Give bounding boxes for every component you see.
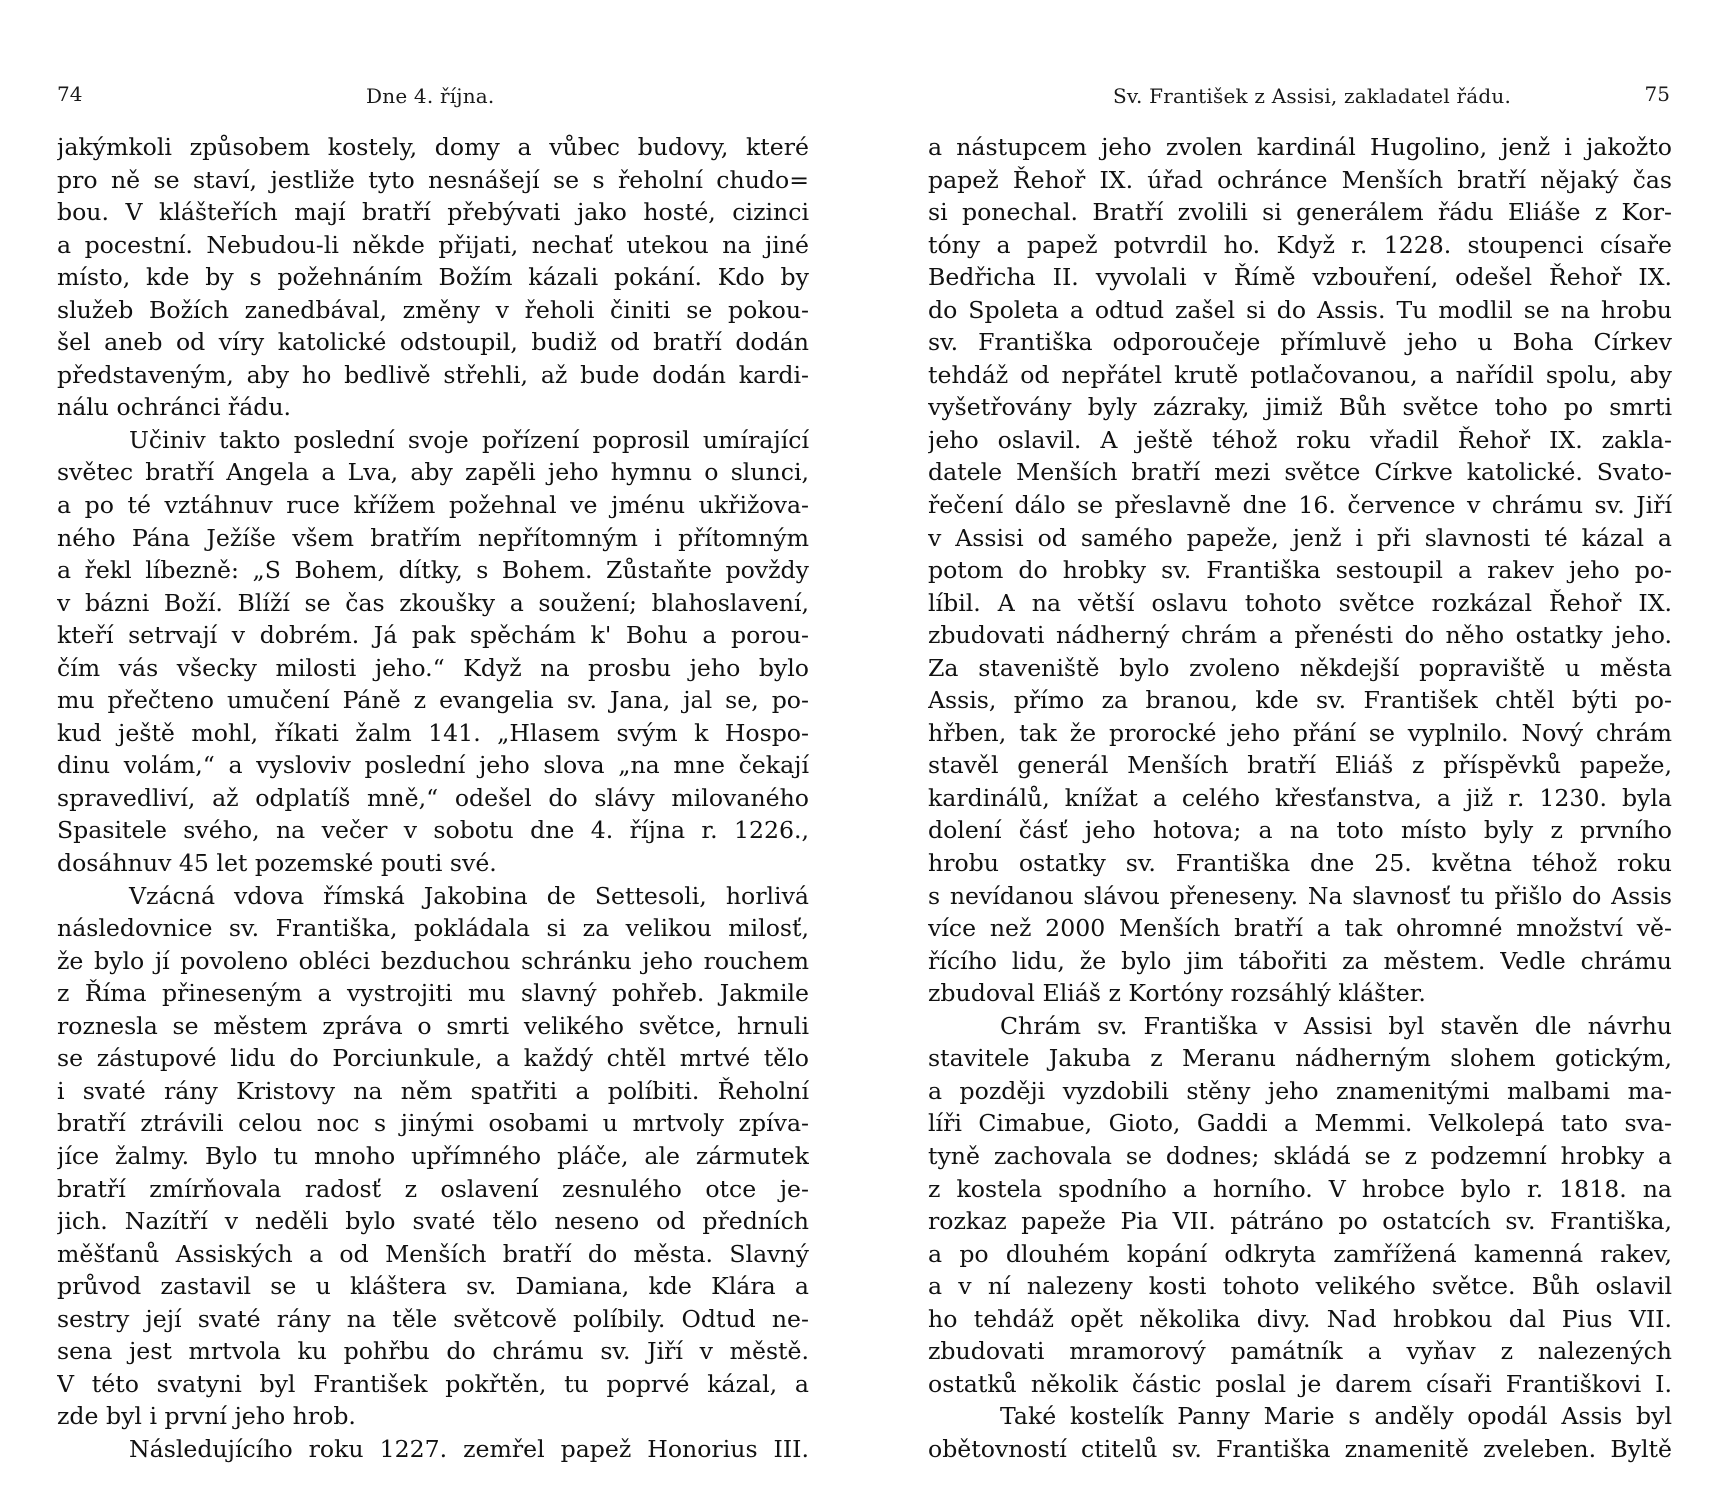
text-line: a pocestní. Nebudou-li někde přijati, nechať utekou na jiné: [57, 230, 809, 259]
text-line: a později vyzdobili stěny jeho znamenitými malbami ma-: [928, 1076, 1672, 1105]
text-line: řícího lidu, že bylo jim tábořiti za městem. Vedle chrámu: [928, 946, 1672, 975]
text-line: Chrám sv. Františka v Assisi byl stavěn dle návrhu: [1000, 1011, 1672, 1040]
text-line: stavěl generál Menších bratří Eliáš z příspěvků papeže,: [928, 751, 1672, 780]
text-line: že bylo jí povoleno obléci bezduchou schránku jeho rouchem: [57, 946, 809, 975]
text-line: obětovností ctitelů sv. Františka znamenitě zveleben. Byltě: [928, 1434, 1672, 1463]
text-line: zbudoval Eliáš z Kortóny rozsáhlý klášter.: [928, 979, 1426, 1008]
text-line: čím vás všecky milosti jeho.“ Když na prosbu jeho bylo: [57, 653, 809, 682]
text-line: a po té vztáhnuv ruce křížem požehnal ve jménu ukřižova-: [57, 491, 809, 520]
text-line: do Spoleta a odtud zašel si do Assis. Tu modlil se na hrobu: [928, 295, 1672, 324]
body-text: [928, 131, 1672, 1465]
text-line: i svaté rány Kristovy na něm spatřiti a políbiti. Řeholní: [57, 1076, 809, 1105]
text-line: průvod zastavil se u kláštera sv. Damiana, kde Klára a: [57, 1272, 809, 1301]
text-line: sena jest mrtvola ku pohřbu do chrámu sv. Jiří v městě.: [57, 1337, 809, 1366]
text-line: líři Cimabue, Gioto, Gaddi a Memmi. Velkolepá tato sva-: [928, 1109, 1672, 1138]
text-line: kardinálů, knížat a celého křesťanstva, a již r. 1230. byla: [928, 783, 1672, 812]
text-line: si ponechal. Bratří zvolili si generálem řádu Eliáše z Kor-: [928, 198, 1672, 227]
text-line: světec bratří Angela a Lva, aby zapěli jeho hymnu o slunci,: [57, 458, 809, 487]
text-line: bratří zmírňovala radosť z oslavení zesnulého otce je-: [57, 1174, 809, 1203]
text-line: s nevídanou slávou přeneseny. Na slavnosť tu přišlo do Assis: [928, 881, 1672, 910]
text-line: a řekl líbezně: „S Bohem, dítky, s Bohem. Zůstaňte povždy: [57, 556, 809, 585]
text-line: Učiniv takto poslední svoje pořízení poprosil umírající: [129, 425, 809, 454]
text-line: mu přečteno umučení Páně z evangelia sv. Jana, jal se, po-: [57, 686, 809, 715]
text-line: nálu ochránci řádu.: [57, 393, 292, 422]
text-line: měšťanů Assiských a od Menších bratří do města. Slavný: [57, 1239, 809, 1268]
text-line: líbil. A na větší oslavu tohoto světce rozkázal Řehoř IX.: [928, 588, 1672, 617]
text-line: a po dlouhém kopání odkryta zamřížená kamenná rakev,: [928, 1239, 1672, 1268]
text-line: v bázni Boží. Blíží se čas zkoušky a soužení; blahoslavení,: [57, 588, 809, 617]
text-line: hřben, tak že prorocké jeho přání se vyplnilo. Nový chrám: [928, 718, 1672, 747]
text-line: služeb Božích zanedbával, změny v řeholi činiti se pokou-: [57, 295, 809, 324]
text-line: dosáhnuv 45 let pozemské pouti své.: [57, 849, 497, 878]
text-line: hrobu ostatky sv. Františka dne 25. května téhož roku: [928, 849, 1672, 878]
text-line: kud ještě mohl, říkati žalm 141. „Hlasem svým k Hospo-: [57, 718, 809, 747]
text-line: vyšetřovány byly zázraky, jimiž Bůh světce toho po smrti: [928, 393, 1672, 422]
running-head: Sv. František z Assisi, zakladatel řádu.: [1113, 84, 1512, 108]
text-line: šel aneb od víry katolické odstoupil, budiž od bratří dodán: [57, 328, 809, 357]
text-line: zbudovati mramorový památník a vyňav z nalezených: [928, 1337, 1672, 1366]
text-line: jakýmkoli způsobem kostely, domy a vůbec budovy, které: [57, 133, 809, 161]
text-line: stavitele Jakuba z Meranu nádherným slohem gotickým,: [928, 1044, 1672, 1073]
text-line: více než 2000 Menších bratří a tak ohromné množství vě-: [928, 914, 1672, 943]
text-line: sestry její svaté rány na těle světcově políbily. Odtud ne-: [57, 1304, 809, 1333]
text-line: tyně zachovala se dodnes; skládá se z podzemní hrobky a: [928, 1141, 1672, 1170]
body-text: [57, 131, 809, 1465]
text-line: Za staveniště bylo zvoleno někdejší popraviště u města: [928, 653, 1672, 682]
text-line: Následujícího roku 1227. zemřel papež Honorius III.: [129, 1434, 809, 1463]
text-line: představeným, aby ho bedlivě střehli, až bude dodán kardi-: [57, 360, 809, 389]
text-line: a nástupcem jeho zvolen kardinál Hugolino, jenž i jakožto: [928, 133, 1672, 161]
text-line: z kostela spodního a horního. V hrobce bylo r. 1818. na: [928, 1174, 1672, 1203]
text-line: bratří ztrávili celou noc s jinými osobami u mrtvoly zpíva-: [57, 1109, 809, 1138]
text-line: z Říma přineseným a vystrojiti mu slavný pohřeb. Jakmile: [57, 979, 809, 1008]
text-line: sv. Františka odporoučeje přímluvě jeho u Boha Církev: [928, 328, 1672, 357]
text-line: v Assisi od samého papeže, jenž i při slavnosti té kázal a: [928, 523, 1672, 552]
text-line: jich. Nazítří v neděli bylo svaté tělo neseno od předních: [57, 1207, 809, 1236]
text-line: roznesla se městem zpráva o smrti velikého světce, hrnuli: [57, 1011, 809, 1040]
text-line: kteří setrvají v dobrém. Já pak spěchám k' Bohu a porou-: [57, 621, 809, 650]
text-line: spravedliví, až odplatíš mně,“ odešel do slávy milovaného: [57, 783, 809, 812]
text-line: Bedřicha II. vyvolali v Římě vzbouření, odešel Řehoř IX.: [928, 263, 1672, 292]
text-line: řečení dálo se přeslavně dne 16. července v chrámu sv. Jiří: [928, 491, 1672, 520]
text-line: ostatků několik částic poslal je darem císaři Františkovi I.: [928, 1369, 1672, 1398]
text-line: jíce žalmy. Bylo tu mnoho upřímného pláče, ale zármutek: [57, 1141, 809, 1170]
text-line: tehdáž od nepřátel krutě potlačovanou, a nařídil spolu, aby: [928, 360, 1672, 389]
text-line: jeho oslavil. A ještě téhož roku vřadil Řehoř IX. zakla-: [928, 425, 1672, 454]
text-line: Také kostelík Panny Marie s anděly opodál Assis byl: [1000, 1402, 1672, 1431]
text-line: místo, kde by s požehnáním Božím kázali pokání. Kdo by: [57, 263, 809, 292]
text-line: Vzácná vdova římská Jakobina de Settesoli, horlivá: [129, 881, 809, 910]
text-line: potom do hrobky sv. Františka sestoupil a rakev jeho po-: [928, 556, 1672, 585]
text-line: následovnice sv. Františka, pokládala si za velikou milosť,: [57, 914, 809, 943]
text-line: Assis, přímo za branou, kde sv. František chtěl býti po-: [928, 686, 1672, 715]
page-number: 74: [57, 82, 83, 106]
text-line: ho tehdáž opět několika divy. Nad hrobkou dal Pius VII.: [928, 1304, 1672, 1333]
right-page: [858, 0, 1716, 1500]
text-line: V této svatyni byl František pokřtěn, tu poprvé kázal, a: [57, 1369, 809, 1398]
text-line: papež Řehoř IX. úřad ochránce Menších bratří nějaký čas: [928, 165, 1672, 194]
text-line: dinu volám,“ a vysloviv poslední jeho slova „na mne čekají: [57, 751, 809, 780]
text-line: se zástupové lidu do Porciunkule, a každý chtěl mrtvé tělo: [57, 1044, 809, 1073]
text-line: zde byl i první jeho hrob.: [57, 1402, 356, 1431]
text-line: datele Menších bratří mezi světce Církve katolické. Svato-: [928, 458, 1672, 487]
text-line: bou. V klášteřích mají bratří přebývati jako hosté, cizinci: [57, 198, 809, 227]
text-line: zbudovati nádherný chrám a přenésti do něho ostatky jeho.: [928, 621, 1672, 650]
page-number: 75: [1644, 82, 1670, 106]
text-line: Spasitele svého, na večer v sobotu dne 4. října r. 1226.,: [57, 816, 809, 845]
text-line: dolení čásť jeho hotova; a na toto místo byly z prvního: [928, 816, 1672, 845]
text-line: pro ně se staví, jestliže tyto nesnášejí se s řeholní chudo=: [57, 165, 809, 194]
running-head: Dne 4. října.: [366, 84, 495, 108]
text-line: tóny a papež potvrdil ho. Když r. 1228. stoupenci císaře: [928, 230, 1672, 259]
text-line: rozkaz papeže Pia VII. pátráno po ostatcích sv. Františka,: [928, 1207, 1672, 1236]
text-line: ného Pána Ježíše všem bratřím nepřítomným i přítomným: [57, 523, 809, 552]
text-line: a v ní nalezeny kosti tohoto velikého světce. Bůh oslavil: [928, 1272, 1672, 1301]
